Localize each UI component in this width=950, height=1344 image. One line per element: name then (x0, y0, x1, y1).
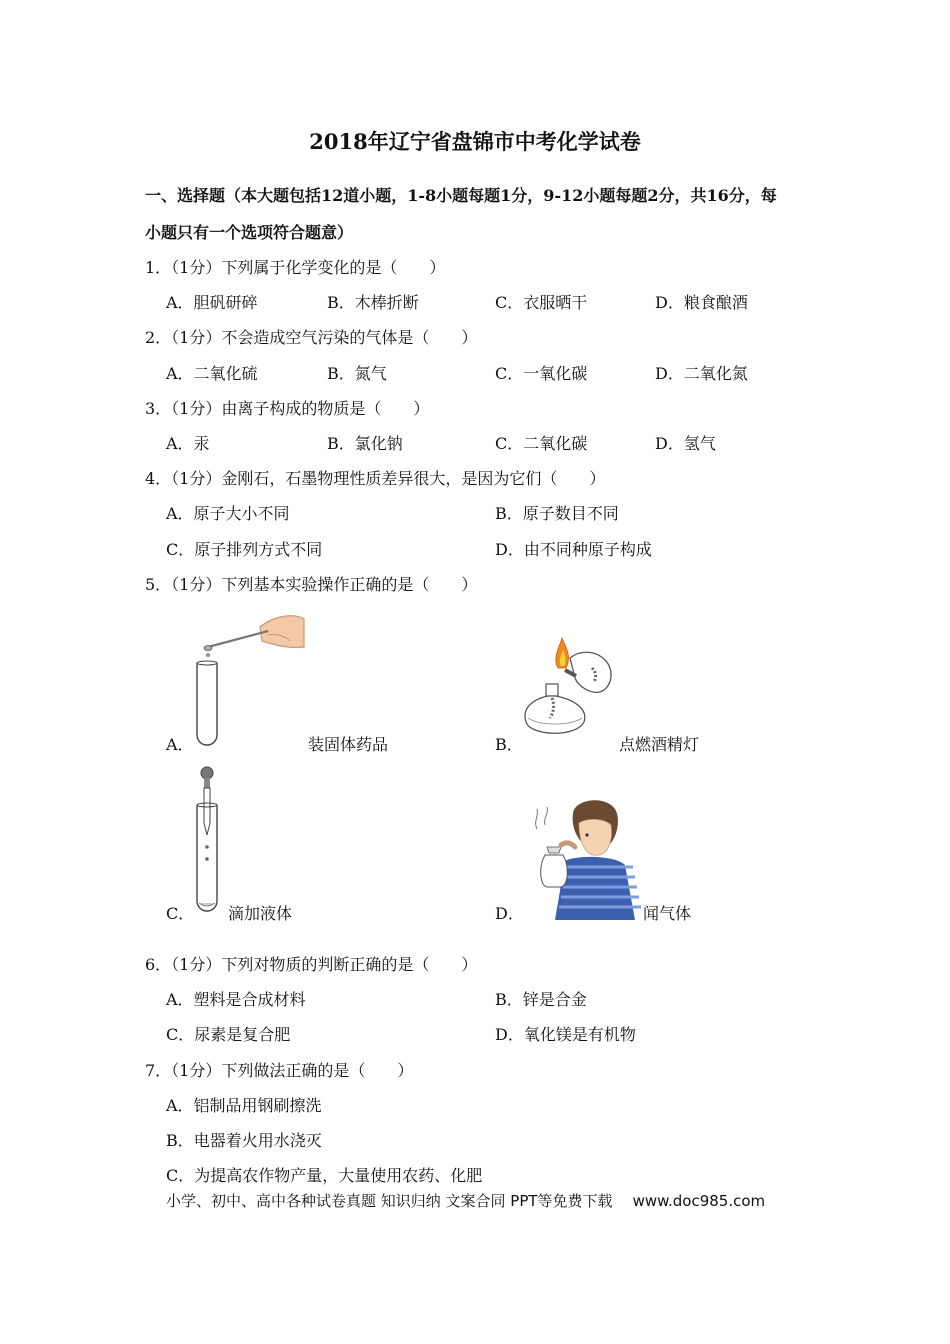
q6-option-a: A．塑料是合成材料 (166, 990, 306, 1009)
q7-option-c: C．为提高农作物产量，大量使用农药、化肥 (166, 1166, 483, 1185)
q2-option-b: B．氮气 (327, 364, 387, 383)
question-5-stem: 5．（1分）下列基本实验操作正确的是（ ） (145, 575, 478, 594)
question-6-stem: 6．（1分）下列对物质的判断正确的是（ ） (145, 955, 478, 974)
q5-option-c-letter: C． (166, 904, 195, 923)
footer (166, 1190, 765, 1211)
q3-option-a: A．汞 (166, 434, 210, 453)
q4-option-c: C．原子排列方式不同 (166, 540, 323, 559)
q2-option-a: A．二氧化硫 (166, 364, 258, 383)
q1-option-d: D．粮食酿酒 (655, 293, 748, 312)
dropper-test-tube-icon (190, 765, 230, 915)
q2-option-c: C．一氧化碳 (495, 364, 588, 383)
question-3-stem: 3．（1分）由离子构成的物质是（ ） (145, 399, 430, 418)
q3-option-d: D．氢气 (655, 434, 716, 453)
q2-option-d: D．二氧化氮 (655, 364, 748, 383)
q6-option-b: B．锌是合金 (495, 990, 587, 1009)
q7-option-b: B．电器着火用水浇灭 (166, 1131, 322, 1150)
q7-option-a: A．铝制品用钢刷擦洗 (166, 1096, 322, 1115)
page-title: 2018年辽宁省盘锦市中考化学试卷 (309, 129, 641, 154)
q6-option-d: D．氧化镁是有机物 (495, 1025, 636, 1044)
footer-text: 小学、初中、高中各种试卷真题 知识归纳 文案合同 PPT等免费下载 (166, 1192, 613, 1210)
question-1-stem: 1．（1分）下列属于化学变化的是（ ） (145, 258, 446, 277)
q4-option-d: D．由不同种原子构成 (495, 540, 652, 559)
spatula-test-tube-icon (190, 605, 310, 750)
question-2-stem: 2．（1分）不会造成空气污染的气体是（ ） (145, 328, 478, 347)
q5-option-b-letter: B． (495, 735, 523, 754)
q6-option-c: C．尿素是复合肥 (166, 1025, 291, 1044)
boy-smelling-gas-icon (525, 795, 645, 920)
q5-option-d-letter: D． (495, 904, 524, 923)
alcohol-lamp-lighting-icon (520, 638, 620, 743)
footer-url[interactable]: www.doc985.com (632, 1192, 766, 1210)
q5-option-b-caption: 点燃酒精灯 (619, 735, 700, 754)
question-4-stem: 4．（1分）金刚石，石墨物理性质差异很大，是因为它们（ ） (145, 469, 606, 488)
q1-option-b: B．木棒折断 (327, 293, 419, 312)
q3-option-b: B．氯化钠 (327, 434, 403, 453)
q3-option-c: C．二氧化碳 (495, 434, 588, 453)
section-heading-line2: 小题只有一个选项符合题意） (145, 223, 354, 242)
q1-option-a: A．胆矾研碎 (166, 293, 258, 312)
question-7-stem: 7．（1分）下列做法正确的是（ ） (145, 1061, 414, 1080)
q5-option-c-caption: 滴加液体 (228, 904, 293, 923)
q4-option-a: A．原子大小不同 (166, 504, 290, 523)
q5-option-a-letter: A． (166, 735, 194, 754)
q1-option-c: C．衣服晒干 (495, 293, 588, 312)
section-heading-line1: 一、选择题（本大题包括12道小题，1-8小题每题1分，9-12小题每题2分，共16分，每 (145, 186, 777, 205)
q5-option-a-caption: 装固体药品 (308, 735, 389, 754)
q5-option-d-caption: 闻气体 (643, 904, 692, 923)
q4-option-b: B．原子数目不同 (495, 504, 619, 523)
